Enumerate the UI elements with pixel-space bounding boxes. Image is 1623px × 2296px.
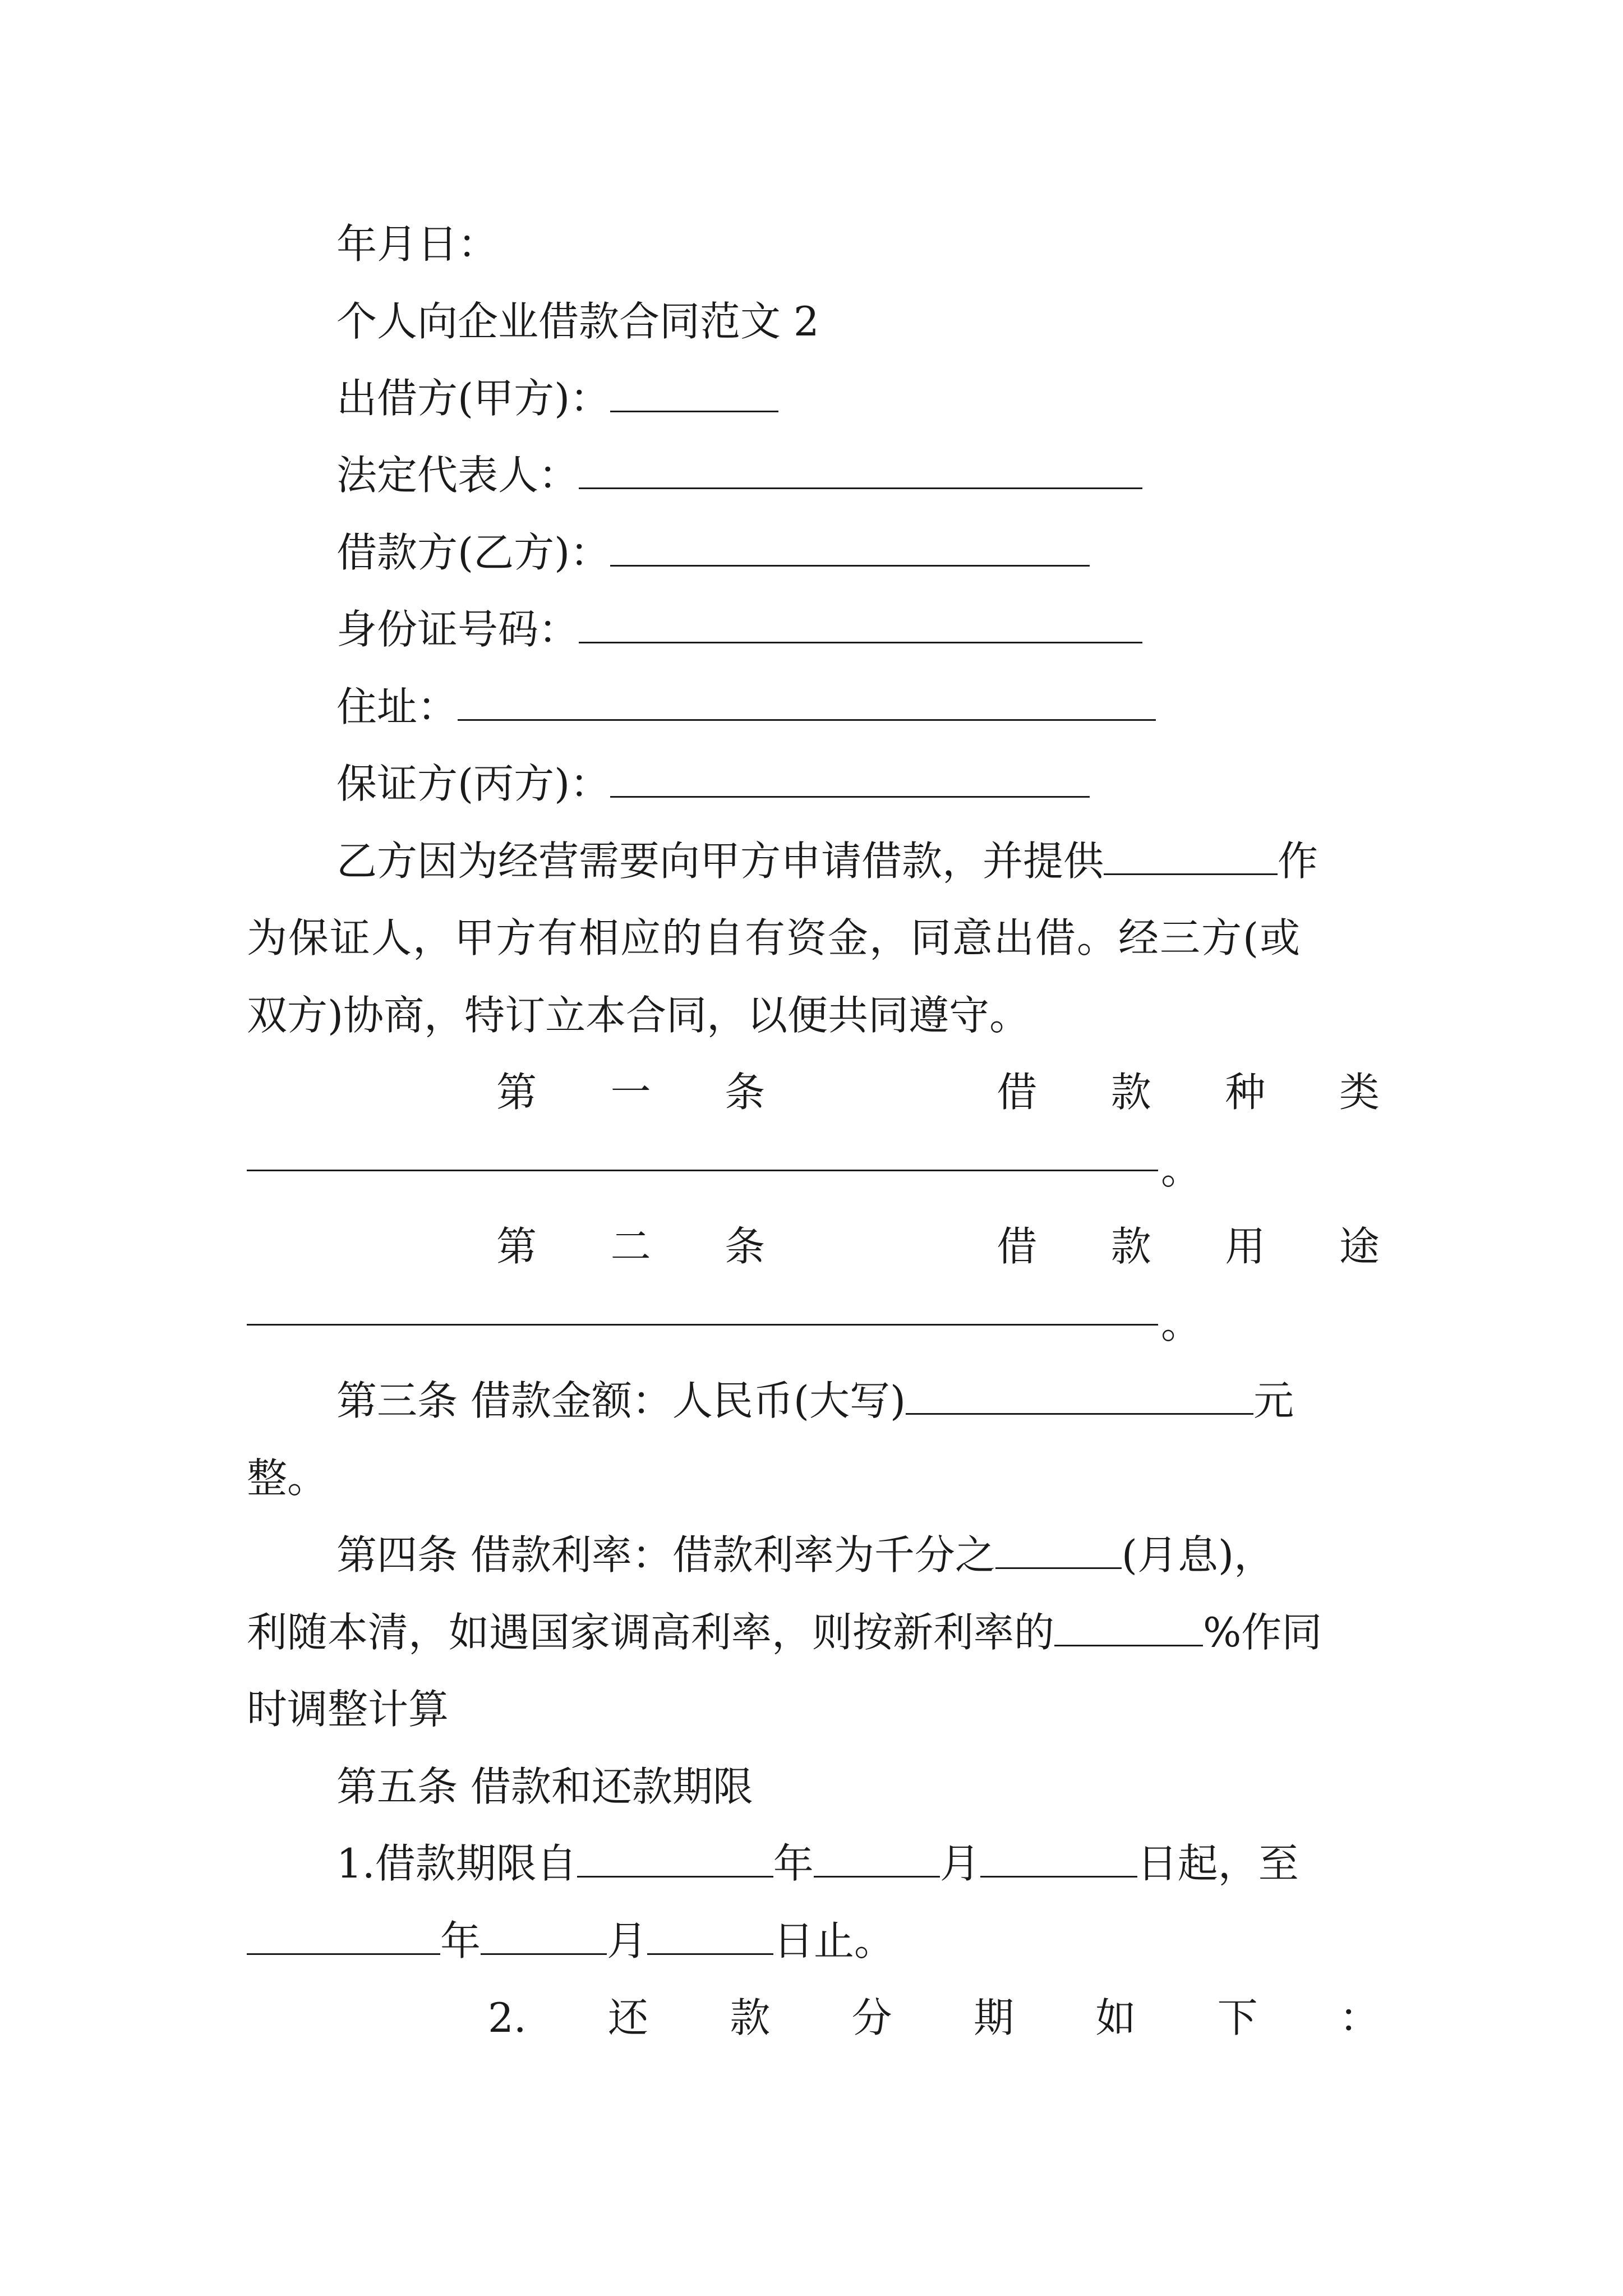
legal-rep-line	[336, 447, 1623, 503]
article-1-char: 条	[725, 1069, 766, 1116]
id-number-blank	[579, 607, 1142, 643]
article-1-char: 一	[610, 1069, 651, 1116]
article-3-text: 第三条 借款金额：人民币(大写)	[336, 1377, 906, 1424]
guarantor-line	[336, 756, 1623, 812]
lender-line	[336, 370, 1623, 426]
article-3-line-1	[336, 1373, 1623, 1429]
day-label: 日起，至	[1137, 1840, 1299, 1887]
article-2-period: 。	[1161, 1300, 1202, 1347]
article-4-text-2b: %作同	[1203, 1609, 1322, 1656]
article-2-char: 用	[1225, 1223, 1266, 1270]
item-2-char: 还	[608, 1994, 649, 2041]
article-4-line-2	[247, 1604, 1623, 1660]
id-number-line	[336, 601, 1623, 657]
end-year-blank	[247, 1918, 440, 1955]
start-month-blank	[814, 1841, 940, 1878]
month-label: 月	[939, 1840, 980, 1887]
article-4-text-1a: 第四条 借款利率：借款利率为千分之	[336, 1531, 995, 1579]
item-2-char: 2.	[488, 1994, 527, 2041]
article-1-char: 借	[997, 1069, 1038, 1116]
interest-rate-blank	[995, 1533, 1122, 1569]
start-year-blank	[577, 1841, 773, 1878]
address-label: 住址：	[336, 683, 458, 730]
preamble-text-1a: 乙方因为经营需要向甲方申请借款，并提供	[336, 838, 1104, 885]
date-line: 年月日：	[336, 220, 499, 268]
article-2-char: 二	[610, 1223, 651, 1270]
article-5-item-1-line-1	[336, 1835, 1623, 1892]
guarantor-name-blank	[1104, 839, 1278, 875]
guarantor-label: 保证方(丙方)：	[336, 760, 611, 807]
article-3-line-2: 整。	[247, 1455, 328, 1502]
lender-label: 出借方(甲方)：	[336, 375, 611, 422]
item-2-char: 分	[851, 1994, 892, 2041]
item-2-char: ：	[1339, 1994, 1380, 2041]
end-day-blank	[647, 1918, 773, 1955]
article-2-blank	[247, 1324, 1158, 1326]
article-1-char: 款	[1110, 1069, 1151, 1116]
year-label: 年	[440, 1917, 481, 1964]
borrower-blank	[610, 530, 1090, 567]
article-2-char: 条	[725, 1223, 766, 1270]
article-2-heading	[496, 1218, 1380, 1274]
article-1-char: 第	[496, 1069, 537, 1116]
address-line	[336, 679, 1623, 735]
article-1-char: 种	[1225, 1069, 1266, 1116]
article-4-text-1b: (月息)，	[1121, 1531, 1275, 1579]
article-1-period: 。	[1161, 1146, 1202, 1193]
preamble-line-1	[336, 833, 1623, 889]
article-1-blank	[247, 1170, 1158, 1171]
year-label: 年	[773, 1840, 814, 1887]
new-rate-blank	[1054, 1610, 1203, 1646]
id-number-label: 身份证号码：	[336, 606, 579, 653]
lender-blank	[610, 376, 778, 412]
article-1-heading	[496, 1064, 1380, 1120]
address-blank	[458, 684, 1156, 721]
article-4-line-3: 时调整计算	[247, 1686, 449, 1733]
item-2-char: 款	[730, 1994, 771, 2041]
article-4-line-1	[336, 1527, 1623, 1583]
item-2-char: 下	[1217, 1994, 1258, 2041]
preamble-line-2: 为保证人，甲方有相应的自有资金，同意出借。经三方(或	[247, 914, 1302, 961]
article-5-item-2	[488, 1990, 1380, 2046]
document-title: 个人向企业借款合同范文 2	[336, 298, 819, 345]
article-4-text-2a: 利随本清，如遇国家调高利率，则按新利率的	[247, 1609, 1055, 1656]
article-5-item-1-line-2	[247, 1913, 1623, 1969]
guarantor-blank	[610, 761, 1090, 798]
article-2-char: 款	[1110, 1223, 1151, 1270]
article-2-char: 第	[496, 1223, 537, 1270]
legal-rep-blank	[579, 453, 1142, 489]
article-2-char: 途	[1339, 1223, 1380, 1270]
legal-rep-label: 法定代表人：	[336, 452, 579, 499]
amount-blank	[906, 1378, 1253, 1415]
article-5-heading: 第五条 借款和还款期限	[336, 1763, 753, 1810]
preamble-text-1b: 作	[1278, 838, 1318, 885]
month-label: 月	[607, 1917, 648, 1964]
article-2-char: 借	[997, 1223, 1038, 1270]
preamble-line-3: 双方)协商，特订立本合同，以便共同遵守。	[247, 992, 1030, 1039]
borrower-line	[336, 524, 1623, 581]
loan-period-label: 1.借款期限自	[336, 1840, 577, 1887]
item-2-char: 如	[1095, 1994, 1136, 2041]
article-3-unit: 元	[1253, 1377, 1294, 1424]
item-2-char: 期	[974, 1994, 1015, 2041]
day-end-label: 日止。	[773, 1917, 895, 1964]
start-day-blank	[980, 1841, 1137, 1878]
borrower-label: 借款方(乙方)：	[336, 529, 611, 576]
article-1-char: 类	[1339, 1069, 1380, 1116]
end-month-blank	[481, 1918, 607, 1955]
